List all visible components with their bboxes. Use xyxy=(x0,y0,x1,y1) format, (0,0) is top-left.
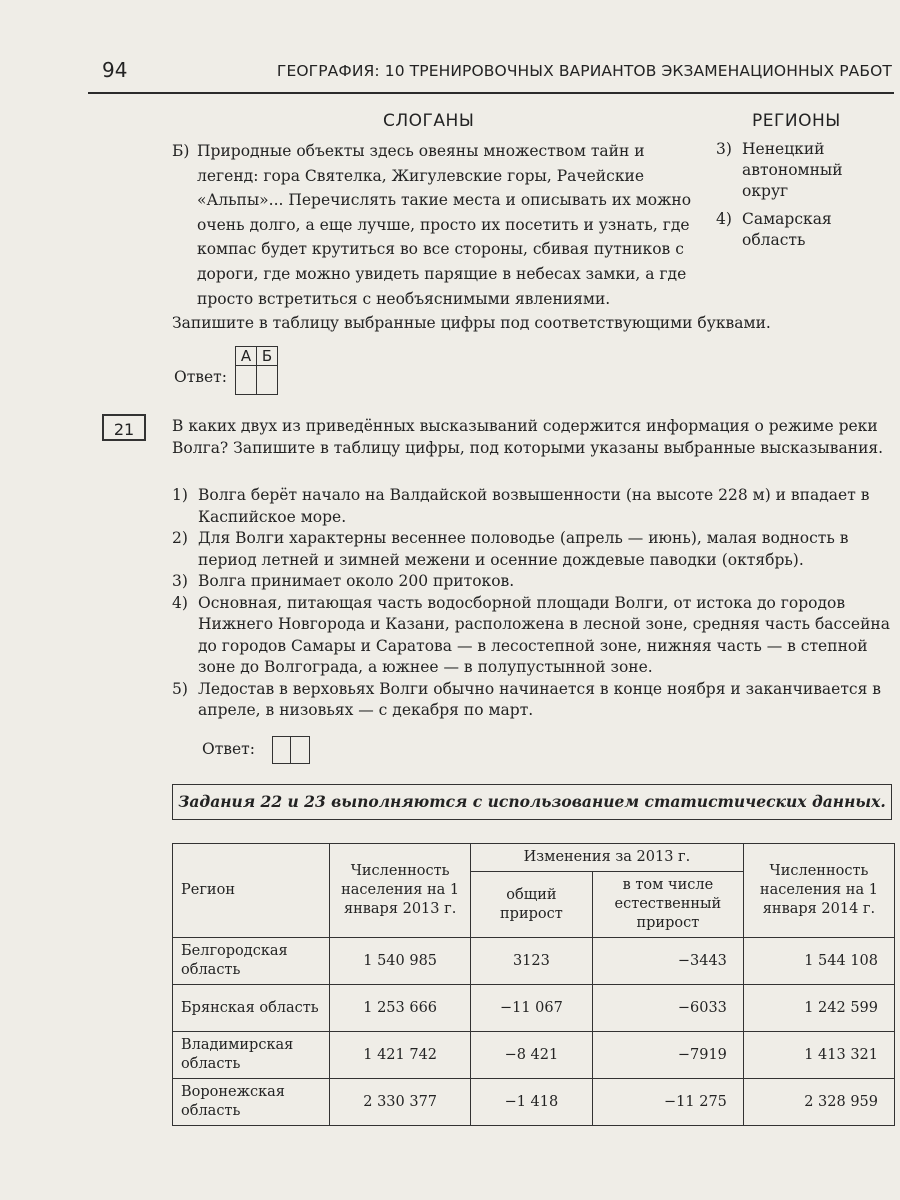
cell-pop-2014: 1 544 108 xyxy=(743,938,894,985)
cell-region: Воронежская область xyxy=(173,1079,330,1126)
cell-pop-2014: 1 413 321 xyxy=(743,1032,894,1079)
answer-cell[interactable] xyxy=(291,736,310,764)
cell-pop-2013: 1 421 742 xyxy=(330,1032,471,1079)
cell-region: Белгородская область xyxy=(173,938,330,985)
answer-cell[interactable] xyxy=(272,736,291,764)
header-pop-2013: Численность населения на 1 января 2013 г. xyxy=(330,844,471,938)
option-text: Волга принимает около 200 притоков. xyxy=(198,572,515,590)
region-num: 4) xyxy=(716,210,732,228)
task20-answer-table xyxy=(235,346,278,395)
option-item xyxy=(172,571,890,593)
option-text: Основная, питающая часть водосборной площади Волги, от истока до городов Нижнего Новгорода и Казани, расположена в лесной зоне, средняя часть бассейна до городов Самары и Саратова — в лесостепной зоне, нижняя часть — в степной зоне до Волгограда, а южнее — в полупустынной зоне. xyxy=(198,593,890,676)
region-num: 3) xyxy=(716,140,732,158)
option-num: 1) xyxy=(172,486,188,504)
header-pop-2014: Численность населения на 1 января 2014 г. xyxy=(743,844,894,938)
cell-pop-2014: 2 328 959 xyxy=(743,1079,894,1126)
regions-list xyxy=(716,139,886,258)
header-natural-growth: в том числе естественный прирост xyxy=(592,872,743,938)
header-total-growth: общий прирост xyxy=(470,872,592,938)
population-table xyxy=(172,843,895,1126)
region-item xyxy=(716,139,886,202)
cell-total-growth: 3123 xyxy=(470,938,592,985)
header-changes: Изменения за 2013 г. xyxy=(470,844,743,872)
option-item xyxy=(172,679,890,722)
task21-question: В каких двух из приведённых высказываний содержится информация о режиме реки Волга? Запишите в таблицу цифры, под которыми указаны выбранные высказывания. xyxy=(172,417,884,457)
header-region: Регион xyxy=(173,844,330,938)
option-num: 2) xyxy=(172,529,188,547)
slogans-heading: СЛОГАНЫ xyxy=(383,111,475,131)
task21-answer-cells xyxy=(272,736,310,764)
cell-pop-2014: 1 242 599 xyxy=(743,985,894,1032)
task20-instruction: Запишите в таблицу выбранные цифры под соответствующими буквами. xyxy=(172,314,771,332)
cell-natural-growth: −3443 xyxy=(592,938,743,985)
answer-header-b: Б xyxy=(257,347,278,366)
task21-number: 21 xyxy=(102,414,146,441)
task20-answer-label: Ответ: xyxy=(174,368,227,386)
region-item xyxy=(716,209,886,251)
option-num: 4) xyxy=(172,593,188,612)
slogan-b-letter: Б) xyxy=(172,142,190,160)
cell-natural-growth: −6033 xyxy=(592,985,743,1032)
running-title: ГЕОГРАФИЯ: 10 ТРЕНИРОВОЧНЫХ ВАРИАНТОВ ЭКЗАМЕНАЦИОННЫХ РАБОТ xyxy=(276,62,892,80)
option-item xyxy=(172,593,890,679)
task21-options xyxy=(172,485,890,722)
option-item xyxy=(172,528,890,571)
option-text: Для Волги характерны весеннее половодье (апрель — июнь), малая водность в период летней и зимней межени и осенние дождевые паводки (октябрь). xyxy=(198,529,849,569)
cell-natural-growth: −7919 xyxy=(592,1032,743,1079)
answer-cell-a[interactable] xyxy=(236,366,257,395)
cell-natural-growth: −11 275 xyxy=(592,1079,743,1126)
option-num: 5) xyxy=(172,679,188,698)
page-number: 94 xyxy=(102,58,128,82)
table-row xyxy=(173,985,895,1032)
option-text: Волга берёт начало на Валдайской возвышенности (на высоте 228 м) и впадает в Каспийское море. xyxy=(198,486,870,526)
page-header xyxy=(88,56,894,94)
region-name: Самарская область xyxy=(742,210,832,249)
cell-pop-2013: 1 540 985 xyxy=(330,938,471,985)
region-name: Ненецкий автономный округ xyxy=(742,140,843,200)
answer-header-a: А xyxy=(236,347,257,366)
table-row xyxy=(173,1032,895,1079)
regions-heading: РЕГИОНЫ xyxy=(752,111,841,131)
table-row xyxy=(173,1079,895,1126)
cell-region: Брянская область xyxy=(173,985,330,1032)
task21-answer-label: Ответ: xyxy=(202,740,255,758)
slogan-b xyxy=(172,139,702,311)
answer-cell-b[interactable] xyxy=(257,366,278,395)
cell-region: Владимирская область xyxy=(173,1032,330,1079)
cell-pop-2013: 2 330 377 xyxy=(330,1079,471,1126)
cell-pop-2013: 1 253 666 xyxy=(330,985,471,1032)
option-text: Ледостав в верховьях Волги обычно начинается в конце ноября и заканчивается в апреле, в низовьях — с декабря по март. xyxy=(198,679,882,719)
cell-total-growth: −11 067 xyxy=(470,985,592,1032)
option-num: 3) xyxy=(172,572,188,590)
tasks-22-23-note: Задания 22 и 23 выполняются с использованием статистических данных. xyxy=(172,784,892,820)
option-item xyxy=(172,485,890,528)
cell-total-growth: −1 418 xyxy=(470,1079,592,1126)
slogan-b-text: Природные объекты здесь овеяны множеством тайн и легенд: гора Святелка, Жигулевские горы, Рачейские «Альпы»... Перечислять такие места и описывать их можно очень долго, а еще лучше, просто их посетить и узнать, где компас будет крутиться во все стороны, сбивая путников с дороги, где можно увидеть парящие в небесах замки, а где просто встретиться с необъяснимыми явлениями. xyxy=(197,142,692,308)
cell-total-growth: −8 421 xyxy=(470,1032,592,1079)
table-row xyxy=(173,938,895,985)
